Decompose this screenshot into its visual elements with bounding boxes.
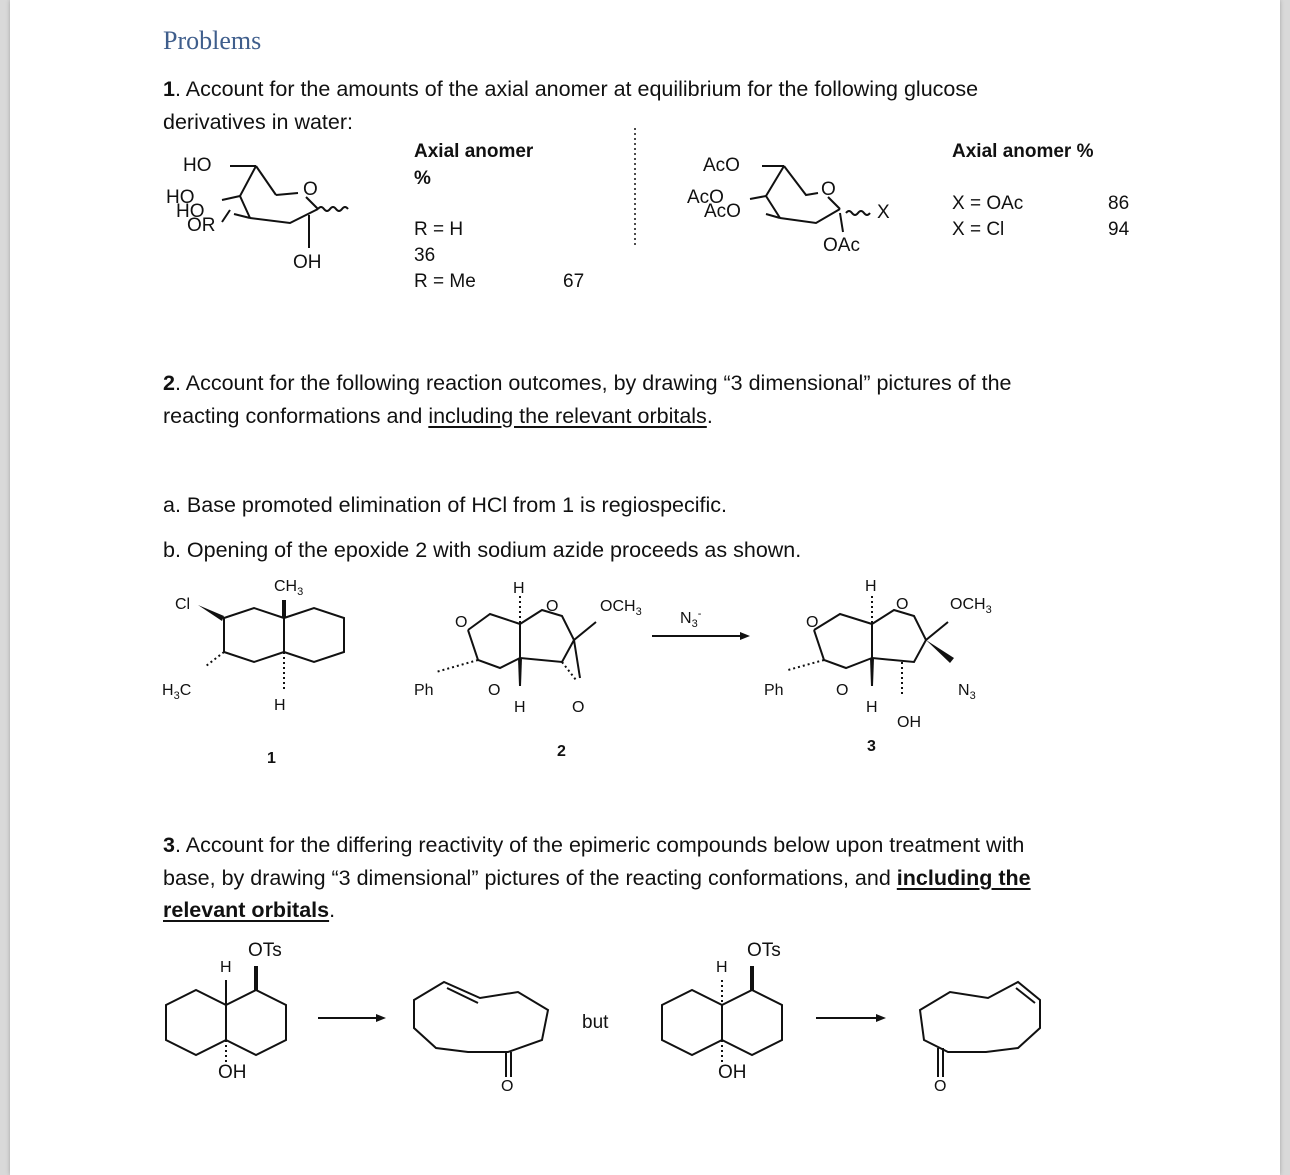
left-col-header-1: Axial anomer — [414, 141, 534, 162]
cmpd1-number: 1 — [267, 750, 276, 767]
left-col-header-2: % — [414, 168, 431, 189]
cmpd3-n3: $N_3$ — [958, 682, 976, 703]
q2-part-a: a. Base promoted elimination of HCl from 1 is regiospecific. — [163, 493, 728, 517]
cmpd2-h-bot: H — [514, 699, 526, 716]
cmpd2-ring-o: O — [546, 598, 559, 615]
q3-left-ots: OTs — [248, 940, 282, 961]
cmpd2-h-top: H — [513, 580, 525, 597]
cmpd2-o-mid: O — [488, 682, 501, 699]
left-ho-a: HO — [166, 187, 195, 208]
right-aco-a: AcO — [687, 187, 724, 208]
cmpd3-o-mid: O — [836, 682, 849, 699]
cmpd3-h-bot: H — [866, 699, 878, 716]
q3-left-h: H — [220, 959, 232, 976]
cmpd1-h3c: $H_3C$ — [162, 682, 192, 703]
q1-text-line2: derivatives in water: — [163, 110, 353, 134]
cmpd3-h-top: H — [865, 578, 877, 595]
q3-line3-underlined: relevant orbitals — [163, 898, 330, 922]
reagent-charge: - — [697, 608, 702, 620]
left-ho-top: HO — [183, 155, 212, 176]
right-x-label: X — [877, 202, 890, 223]
q2-line2-underlined: including the relevant orbitals — [428, 404, 707, 428]
q1-number: 1 — [163, 77, 175, 101]
left-or: OR — [187, 215, 216, 236]
cmpd2-number: 2 — [557, 743, 566, 760]
q3-line3-b: . — [329, 898, 336, 922]
cmpd3-och3: $OCH_3$ — [950, 596, 992, 617]
q3-but: but — [582, 1012, 609, 1033]
right-row2-x: X = Cl — [952, 219, 1005, 240]
q3-right-scheme — [10, 0, 1280, 1175]
q3-right-ots: OTs — [747, 940, 781, 961]
cmpd1-h: H — [274, 697, 286, 714]
left-ring-oxygen: O — [303, 179, 318, 200]
left-row2-r: R = Me — [414, 271, 476, 292]
q3-number: 3 — [163, 833, 175, 857]
q3-left-ketone-o: O — [501, 1078, 514, 1095]
left-row1-r: R = H — [414, 219, 464, 240]
right-row1-x: X = OAc — [952, 193, 1024, 214]
q3-right-oh: OH — [718, 1062, 747, 1083]
right-oac: OAc — [823, 235, 860, 256]
cmpd2-och3: $OCH_3$ — [600, 598, 642, 619]
q1-line1-body: . Account for the amounts of the axial anomer at equilibrium for the following glucose — [174, 77, 979, 101]
q3-line2-underlined: including the — [896, 866, 1031, 890]
right-col-header: Axial anomer % — [952, 141, 1094, 162]
q2-part-b: b. Opening of the epoxide 2 with sodium azide proceeds as shown. — [163, 538, 802, 562]
left-ho-b: HO — [176, 201, 205, 222]
reagent-label: $N_3$ — [680, 610, 698, 631]
right-row1-value: 86 — [1108, 193, 1130, 214]
q3-line1-body: . Account for the differing reactivity of the epimeric compounds below upon treatment with — [174, 833, 1025, 857]
cmpd2-epoxide-o: O — [572, 699, 585, 716]
document-page — [10, 0, 1280, 1175]
right-row2-value: 94 — [1108, 219, 1130, 240]
left-row2-value: 67 — [563, 271, 585, 292]
q3-line2-a: base, by drawing “3 dimensional” pictures of the reacting conformations, and — [163, 866, 897, 890]
q2-line2-a: reacting conformations and — [163, 404, 429, 428]
q2-line2-b: . — [706, 404, 713, 428]
q2-number: 2 — [163, 371, 175, 395]
right-aco-b: AcO — [704, 201, 741, 222]
q3-right-ketone-o: O — [934, 1078, 947, 1095]
cmpd3-o-left: O — [806, 614, 819, 631]
q3-left-oh: OH — [218, 1062, 247, 1083]
left-oh: OH — [293, 252, 322, 273]
cmpd3-ring-o: O — [896, 596, 909, 613]
right-ring-oxygen: O — [821, 179, 836, 200]
cmpd3-number: 3 — [867, 738, 876, 755]
cmpd1-ch3: $CH_3$ — [274, 578, 304, 599]
q3-right-h: H — [716, 959, 728, 976]
right-aco-top: AcO — [703, 155, 740, 176]
q2-line1-body: . Account for the following reaction outcomes, by drawing “3 dimensional” pictures of the — [174, 371, 1012, 395]
section-heading: Problems — [163, 26, 262, 55]
cmpd3-ph: Ph — [764, 682, 784, 699]
cmpd1-cl: Cl — [175, 596, 191, 613]
cmpd2-ph: Ph — [414, 682, 434, 699]
cmpd3-oh: OH — [897, 714, 921, 731]
cmpd2-o-left: O — [455, 614, 468, 631]
left-row1-value: 36 — [414, 245, 436, 266]
